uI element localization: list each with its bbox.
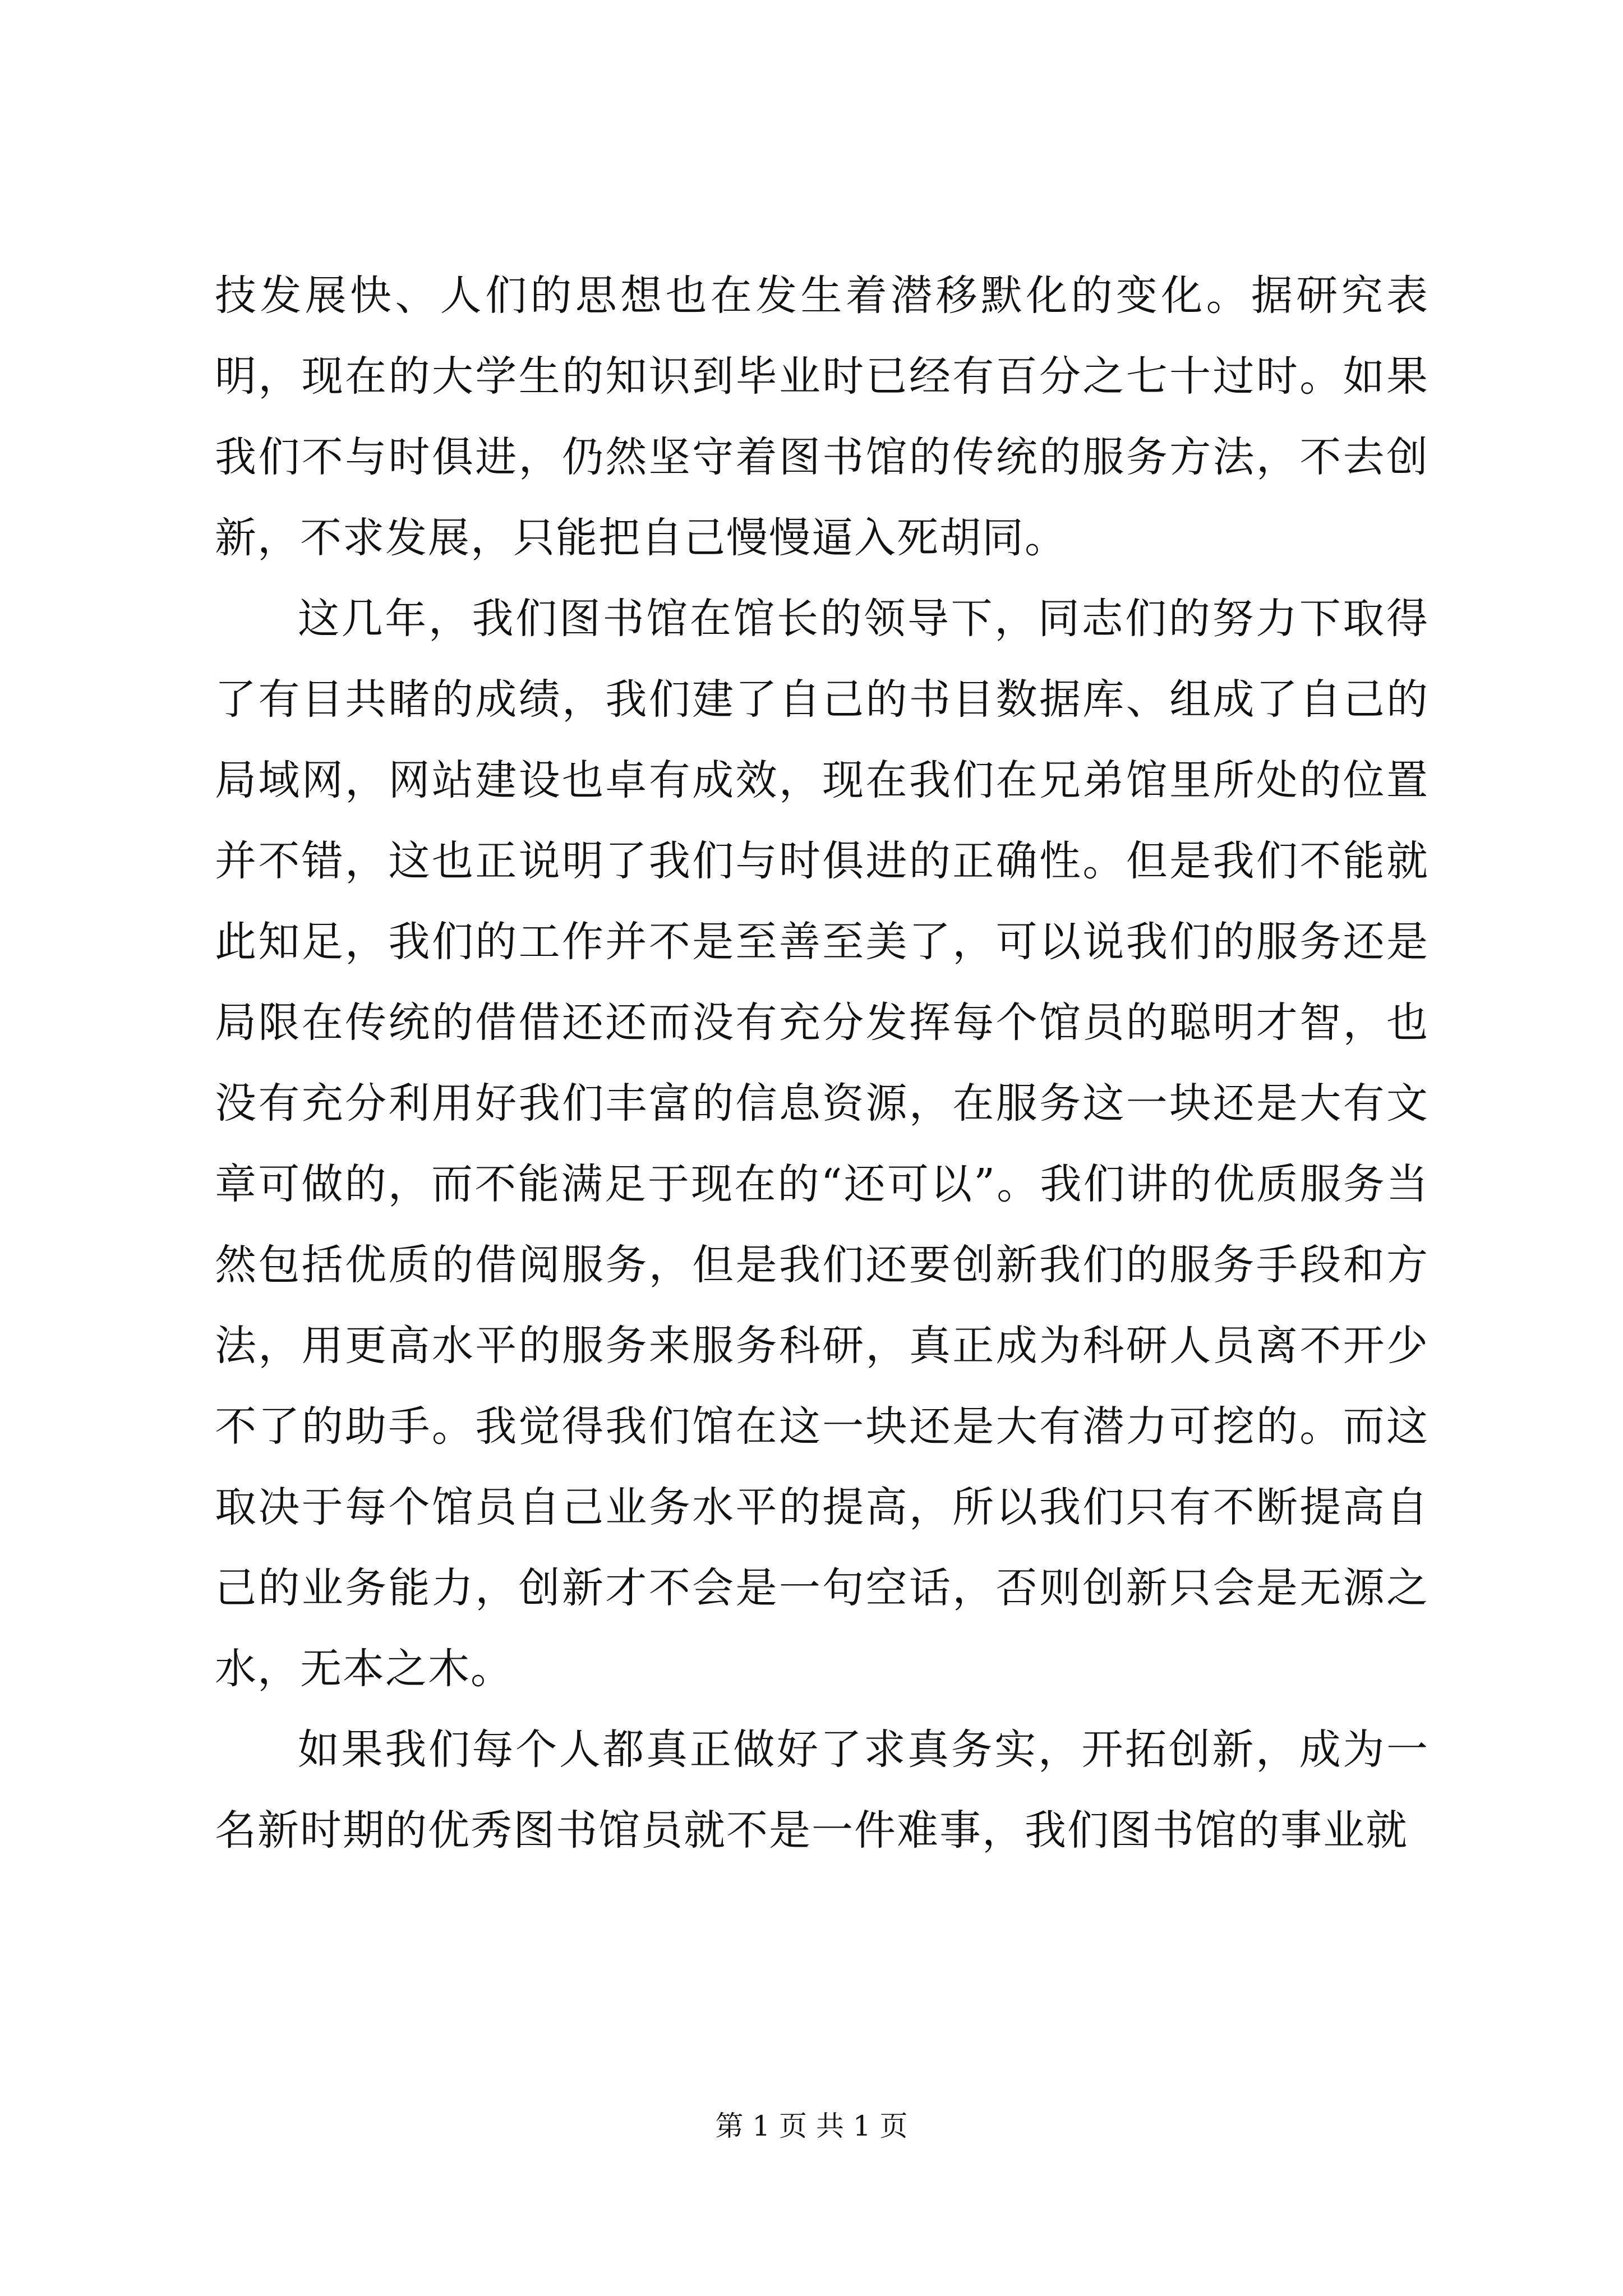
paragraph-3: 如果我们每个人都真正做好了求真务实，开拓创新，成为一名新时期的优秀图书馆员就不是一件难事，我们图书馆的事业就: [215, 1726, 1429, 1855]
paragraph-1: 技发展快、人们的思想也在发生着潜移默化的变化。据研究表明，现在的大学生的知识到毕业时已经有百分之七十过时。如果我们不与时俱进，仍然坚守着图书馆的传统的服务方法，不去创新，不求发展，只能把自己慢慢逼入死胡同。: [215, 272, 1429, 562]
page-footer: 第 1 页 共 1 页: [715, 2110, 908, 2142]
paragraph-2: 这几年，我们图书馆在馆长的领导下，同志们的努力下取得了有目共睹的成绩，我们建了自己的书目数据库、组成了自己的局域网，网站建设也卓有成效，现在我们在兄弟馆里所处的位置并不错，这也正说明了我们与时俱进的正确性。但是我们不能就此知足，我们的工作并不是至善至美了，可以说我们的服务还是局限在传统的借借还还而没有充分发挥每个馆员的聪明才智，也没有充分利用好我们丰富的信息资源，在服务这一块还是大有文章可做的，而不能满足于现在的“还可以”。我们讲的优质服务当然包括优质的借阅服务，但是我们还要创新我们的服务手段和方法，用更高水平的服务来服务科研，真正成为科研人员离不开少不了的助手。我觉得我们馆在这一块还是大有潜力可挖的。而这取决于每个馆员自己业务水平的提高，所以我们只有不断提高自己的业务能力，创新才不会是一句空话，否则创新只会是无源之水，无本之木。: [215, 595, 1429, 1693]
document-body: [215, 255, 1429, 1871]
